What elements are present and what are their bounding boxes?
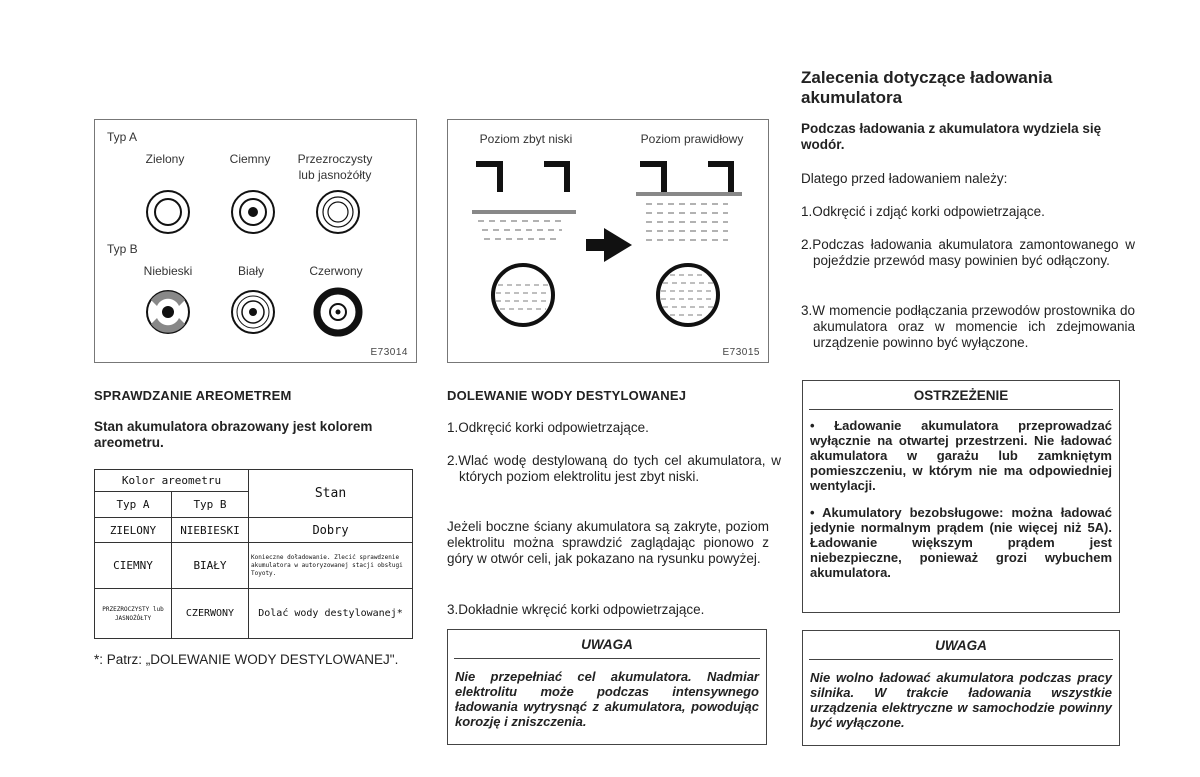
table-header-a: Typ A — [95, 492, 172, 518]
typ-a-item-2: Ciemny — [229, 152, 271, 166]
table-cell: BIAŁY — [172, 543, 249, 589]
table-row — [95, 543, 413, 589]
hydrometer-indicators — [95, 120, 418, 364]
typ-b-item-1: Niebieski — [143, 264, 193, 278]
arrow-right-icon — [586, 228, 632, 262]
charging-step-2: 2.Podczas ładowania akumulatora zamontowanego w pojeździe przewód masy powinien być odłączony. — [801, 237, 1135, 268]
label-level-ok: Poziom prawidłowy — [640, 132, 744, 146]
typ-b-item-2: Biały — [237, 264, 264, 278]
table-row — [95, 518, 413, 543]
table-cell: Dobry — [249, 518, 413, 543]
electrolyte-level-drawing — [448, 120, 770, 364]
charging-step-1: 1.Odkręcić i zdjąć korki odpowietrzające. — [801, 204, 1045, 219]
indicator-dark-icon — [232, 191, 274, 233]
water-step-1: 1.Odkręcić korki odpowietrzające. — [447, 420, 649, 435]
indicator-blue-icon — [147, 291, 189, 333]
typ-a-item-1: Zielony — [145, 152, 185, 166]
warning-box — [802, 380, 1120, 613]
hydrometer-intro: Stan akumulatora obrazowany jest kolorem areometru. — [94, 419, 373, 450]
charging-bold-intro: Podczas ładowania z akumulatora wydziela się wodór. — [801, 121, 1102, 152]
water-step-2: 2.Wlać wodę destylowaną do tych cel akumulatora, w których poziom elektrolitu jest zbyt niski. — [447, 453, 781, 484]
charging-step-3: 3.W momencie podłączania przewodów prostownika do akumulatora oraz w momencie ich zdejmowania urządzenie powinno być wyłączone. — [801, 303, 1135, 350]
uwaga-title: UWAGA — [454, 630, 760, 659]
table-cell: PRZEZROCZYSTY lub JASNOŻÓŁTY — [95, 589, 172, 639]
table-header-state: Stan — [249, 470, 413, 518]
table-footnote: *: Patrz: „DOLEWANIE WODY DESTYLOWANEJ". — [94, 652, 399, 667]
table-header-group: Kolor areometru — [95, 470, 249, 492]
cell-low-icon — [472, 164, 576, 325]
uwaga-box-charging — [802, 630, 1120, 746]
typ-b-label: Typ B — [107, 242, 138, 256]
charging-title: Zalecenia dotyczące ładowania akumulatora — [801, 68, 1053, 107]
table-cell: NIEBIESKI — [172, 518, 249, 543]
electrolyte-level-figure — [447, 119, 769, 363]
indicator-white-icon — [232, 291, 274, 333]
uwaga-text: Nie przepełniać cel akumulatora. Nadmiar elektrolitu może podczas intensywnego ładowania wytrysnąć z akumulatora, powodując korozję i zniszczenia. — [455, 669, 759, 729]
figure-code: E73015 — [722, 347, 760, 358]
section-heading-hydrometer: SPRAWDZANIE AREOMETREM — [94, 388, 292, 403]
indicator-clear-icon — [317, 191, 359, 233]
warning-item-1: • Ładowanie akumulatora przeprowadzać wyłącznie na otwartej przestrzeni. Nie ładować akumulatora w garażu lub zamkniętym pomieszczeniu, w którym nie ma odpowiedniej wentylacji. — [810, 418, 1112, 493]
typ-b-item-3: Czerwony — [309, 264, 363, 278]
table-row — [95, 589, 413, 639]
uwaga-box-water — [447, 629, 767, 745]
figure-code: E73014 — [370, 347, 408, 358]
table-cell: CZERWONY — [172, 589, 249, 639]
hydrometer-figure — [94, 119, 417, 363]
uwaga-text: Nie wolno ładować akumulatora podczas pracy silnika. W trakcie ładowania wszystkie urządzenia elektryczne w samochodzie powinny być wyłączone. — [810, 670, 1112, 730]
table-header-b: Typ B — [172, 492, 249, 518]
warning-title: OSTRZEŻENIE — [809, 381, 1113, 410]
label-level-low: Poziom zbyt niski — [479, 132, 573, 146]
warning-item-2: • Akumulatory bezobsługowe: można ładować jedynie normalnym prądem (nie więcej niż 5A). Ładowanie większym prądem jest niebezpieczne, ponieważ grozi wybuchem akumulatora. — [810, 505, 1112, 580]
typ-a-item-3: Przezroczysty lub jasnożółty — [297, 152, 373, 182]
cell-ok-icon — [636, 164, 742, 325]
indicator-green-icon — [147, 191, 189, 233]
table-cell: CIEMNY — [95, 543, 172, 589]
water-step-3: 3.Dokładnie wkręcić korki odpowietrzające. — [447, 602, 705, 617]
table-cell: Dolać wody destylowanej* — [249, 589, 413, 639]
typ-a-label: Typ A — [107, 130, 138, 144]
table-cell: ZIELONY — [95, 518, 172, 543]
section-heading-distilled-water: DOLEWANIE WODY DESTYLOWANEJ — [447, 388, 687, 403]
table-cell: Konieczne doładowanie. Zlecić sprawdzenie akumulatora w autoryzowanej stacji obsługi Toyoty. — [249, 543, 413, 589]
hydrometer-table — [94, 469, 413, 639]
water-paragraph: Jeżeli boczne ściany akumulatora są zakryte, poziom elektrolitu można sprawdzić zaglądając pionowo z góry w otwór celi, jak pokazano na rysunku powyżej. — [447, 519, 769, 566]
uwaga-title: UWAGA — [809, 631, 1113, 660]
indicator-red-icon — [317, 291, 359, 333]
charging-lead: Dlatego przed ładowaniem należy: — [801, 171, 1008, 186]
